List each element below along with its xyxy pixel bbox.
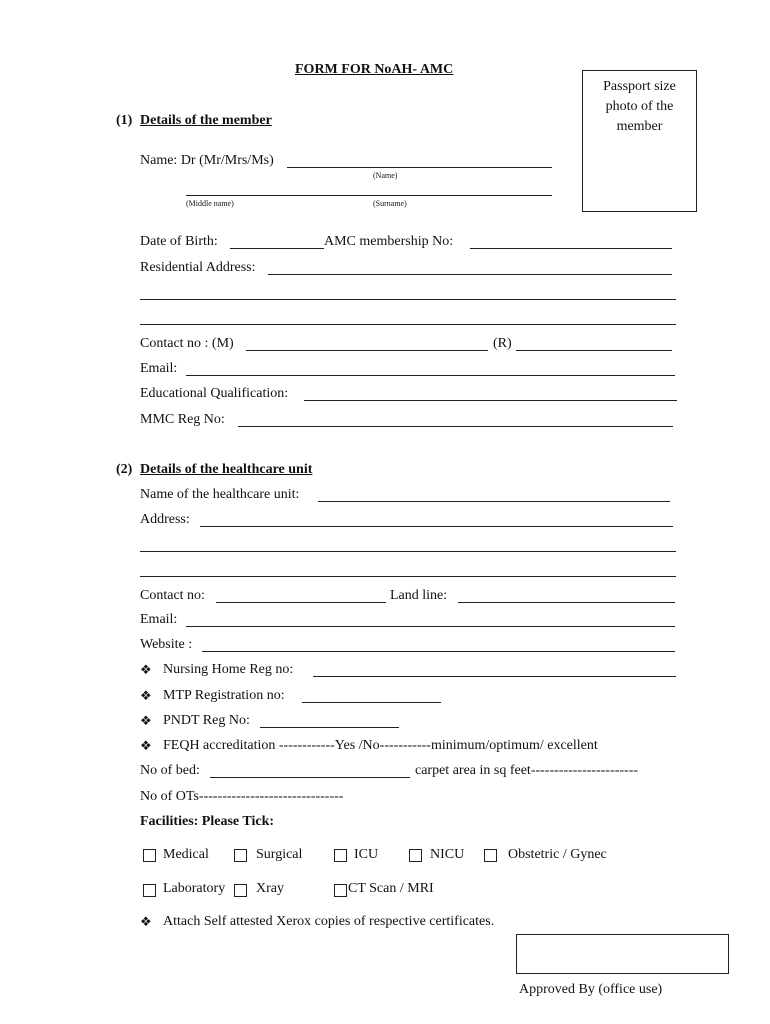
section-1-heading: Details of the member — [140, 113, 272, 128]
nursing-home-label: Nursing Home Reg no: — [163, 662, 294, 677]
unit-address-field-2[interactable] — [140, 551, 676, 552]
diamond-bullet-icon: ❖ — [140, 713, 152, 728]
unit-email-label: Email: — [140, 612, 178, 627]
facilities-heading: Facilities: Please Tick: — [140, 814, 275, 829]
photo-box-line-2: photo of the — [605, 99, 674, 114]
facility-ct-mri-checkbox[interactable] — [334, 884, 347, 897]
facility-nicu-checkbox[interactable] — [409, 849, 422, 862]
education-label: Educational Qualification: — [140, 386, 289, 401]
amc-membership-field[interactable] — [470, 248, 672, 249]
residential-address-field-1[interactable] — [268, 274, 672, 275]
facility-laboratory-checkbox[interactable] — [143, 884, 156, 897]
attach-certificates-text: Attach Self attested Xerox copies of respective certificates. — [163, 914, 495, 929]
mmc-reg-label: MMC Reg No: — [140, 412, 225, 427]
amc-membership-label: AMC membership No: — [324, 234, 454, 249]
unit-contact-field[interactable] — [216, 602, 386, 603]
carpet-area-text: carpet area in sq feet----------------------- — [415, 763, 639, 778]
facility-ct-mri-label: CT Scan / MRI — [348, 881, 434, 896]
landline-field[interactable] — [458, 602, 675, 603]
approved-by-label: Approved By (office use) — [519, 982, 663, 997]
ots-text: No of OTs------------------------------- — [140, 789, 344, 804]
beds-label: No of bed: — [140, 763, 200, 778]
facility-obstetric-checkbox[interactable] — [484, 849, 497, 862]
facility-medical-checkbox[interactable] — [143, 849, 156, 862]
passport-photo-box — [582, 70, 697, 212]
unit-contact-label: Contact no: — [140, 588, 205, 603]
education-field[interactable] — [304, 400, 677, 401]
residential-address-label: Residential Address: — [140, 260, 256, 275]
facility-medical-label: Medical — [163, 847, 209, 862]
contact-residence-field[interactable] — [516, 350, 672, 351]
dob-label: Date of Birth: — [140, 234, 218, 249]
mmc-reg-field[interactable] — [238, 426, 673, 427]
pndt-reg-field[interactable] — [260, 727, 399, 728]
office-use-signature-box[interactable] — [516, 934, 729, 974]
unit-address-label: Address: — [140, 512, 190, 527]
facility-surgical-label: Surgical — [256, 847, 303, 862]
feqh-accreditation-text: FEQH accreditation ------------Yes /No-----------minimum/optimum/ excellent — [163, 738, 598, 753]
website-label: Website : — [140, 637, 193, 652]
name-hint: (Name) — [373, 171, 398, 180]
diamond-bullet-icon: ❖ — [140, 738, 152, 753]
middle-name-hint: (Middle name) — [186, 199, 234, 208]
facility-icu-checkbox[interactable] — [334, 849, 347, 862]
unit-address-field-3[interactable] — [140, 576, 676, 577]
contact-mobile-field[interactable] — [246, 350, 488, 351]
residential-address-field-2[interactable] — [140, 299, 676, 300]
dob-field[interactable] — [230, 248, 324, 249]
facility-nicu-label: NICU — [430, 847, 465, 862]
section-2-number: (2) — [116, 462, 133, 477]
diamond-bullet-icon: ❖ — [140, 662, 152, 677]
facility-obstetric-label: Obstetric / Gynec — [508, 847, 607, 862]
facility-icu-label: ICU — [354, 847, 379, 862]
residential-address-field-3[interactable] — [140, 324, 676, 325]
photo-box-line-3: member — [616, 119, 663, 134]
unit-name-label: Name of the healthcare unit: — [140, 487, 300, 502]
beds-field[interactable] — [210, 777, 410, 778]
nursing-home-field[interactable] — [313, 676, 676, 677]
mtp-registration-label: MTP Registration no: — [163, 688, 285, 703]
landline-label: Land line: — [390, 588, 448, 603]
unit-address-field-1[interactable] — [200, 526, 673, 527]
name-label: Name: Dr (Mr/Mrs/Ms) — [140, 153, 274, 168]
surname-hint: (Surname) — [373, 199, 407, 208]
unit-email-field[interactable] — [186, 626, 675, 627]
contact-mobile-label: Contact no : (M) — [140, 336, 234, 351]
diamond-bullet-icon: ❖ — [140, 914, 152, 929]
middle-surname-field[interactable] — [186, 195, 552, 196]
photo-box-line-1: Passport size — [603, 79, 676, 94]
website-field[interactable] — [202, 651, 675, 652]
unit-name-field[interactable] — [318, 501, 670, 502]
member-email-label: Email: — [140, 361, 178, 376]
mtp-registration-field[interactable] — [302, 702, 441, 703]
facility-xray-label: Xray — [256, 881, 284, 896]
member-email-field[interactable] — [186, 375, 675, 376]
facility-laboratory-label: Laboratory — [163, 881, 226, 896]
section-2-heading: Details of the healthcare unit — [140, 462, 313, 477]
form-title: FORM FOR NoAH- AMC — [295, 62, 454, 77]
contact-residence-label: (R) — [493, 336, 512, 351]
diamond-bullet-icon: ❖ — [140, 688, 152, 703]
section-1-number: (1) — [116, 113, 133, 128]
facility-xray-checkbox[interactable] — [234, 884, 247, 897]
pndt-reg-label: PNDT Reg No: — [163, 713, 250, 728]
name-field[interactable] — [287, 167, 552, 168]
facility-surgical-checkbox[interactable] — [234, 849, 247, 862]
